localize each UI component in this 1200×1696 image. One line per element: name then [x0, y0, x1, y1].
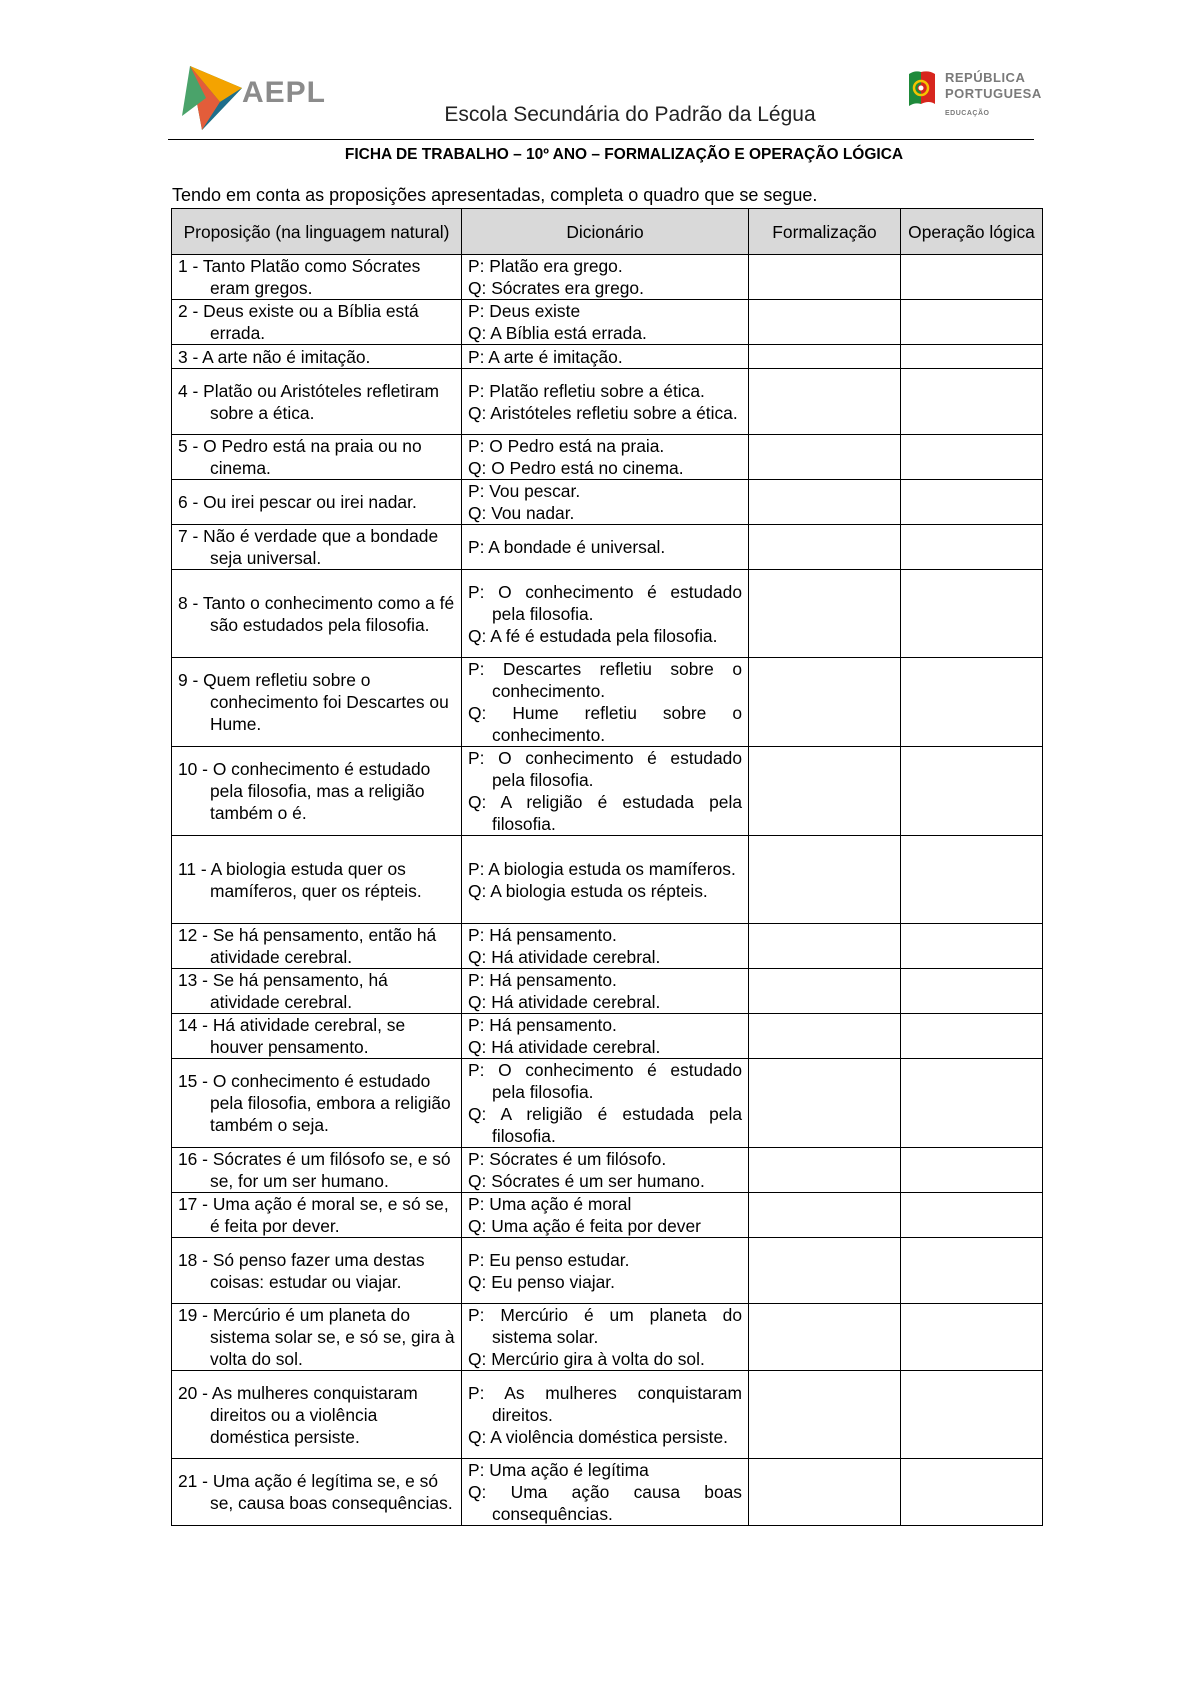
operacao-logica-cell[interactable] — [901, 924, 1043, 969]
table-row — [172, 1059, 1043, 1148]
proposition-cell — [172, 300, 462, 345]
instruction-text: Tendo em conta as proposições apresentadas, completa o quadro que se segue. — [172, 185, 818, 205]
proposition-cell — [172, 1193, 462, 1238]
operacao-logica-cell[interactable] — [901, 300, 1043, 345]
proposition-label: Se há pensamento, há atividade cerebral. — [210, 970, 388, 1012]
dictionary-cell — [462, 1459, 749, 1526]
proposition-label: Uma ação é legítima se, e só se, causa boas consequências. — [210, 1471, 453, 1513]
dictionary-entry: Q: O Pedro está no cinema. — [468, 458, 684, 478]
proposition-cell — [172, 1238, 462, 1304]
number-separator: - — [196, 858, 211, 879]
proposition-number: 17 — [178, 1194, 198, 1214]
dictionary-cell — [462, 1148, 749, 1193]
number-separator: - — [187, 492, 204, 512]
proposition-number: 12 — [178, 925, 198, 945]
proposition-text — [178, 758, 455, 824]
formalizacao-cell[interactable] — [749, 345, 901, 369]
table-row — [172, 1304, 1043, 1371]
proposition-number: 9 — [178, 670, 188, 690]
proposition-text — [178, 669, 455, 735]
number-separator: - — [197, 1071, 213, 1091]
formalizacao-cell[interactable] — [749, 1148, 901, 1193]
dictionary-entry: P: O Pedro está na praia. — [468, 436, 665, 456]
table-row — [172, 369, 1043, 435]
proposition-number: 11 — [178, 858, 197, 879]
formalizacao-cell[interactable] — [749, 969, 901, 1014]
number-separator: - — [187, 526, 204, 546]
number-separator: - — [187, 301, 204, 321]
dictionary-cell — [462, 300, 749, 345]
proposition-text — [178, 525, 455, 569]
proposition-cell — [172, 570, 462, 658]
proposition-number: 1 — [178, 256, 188, 276]
proposition-number: 10 — [178, 759, 198, 779]
school-name: Escola Secundária do Padrão da Légua — [444, 103, 816, 126]
proposition-label: A biologia estuda quer os mamíferos, quer os répteis. — [210, 858, 422, 901]
proposition-number: 20 — [178, 1382, 198, 1403]
proposition-text — [178, 1382, 455, 1448]
proposition-label: Tanto Platão como Sócrates eram gregos. — [202, 256, 421, 298]
dictionary-entry: Q: Aristóteles refletiu sobre a ética. — [468, 402, 738, 423]
proposition-text — [178, 346, 455, 368]
proposition-text — [178, 1193, 455, 1237]
proposition-number: 6 — [178, 492, 188, 512]
proposition-number: 14 — [178, 1015, 198, 1035]
header-dicionario: Dicionário — [462, 209, 749, 255]
table-row — [172, 1238, 1043, 1304]
table-row — [172, 1371, 1043, 1459]
operacao-logica-cell[interactable] — [901, 345, 1043, 369]
dictionary-entry: P: Mercúrio é um planeta do sistema solar. — [468, 1305, 742, 1347]
dictionary-entry: P: Platão era grego. — [468, 256, 623, 276]
header-proposicao: Proposição (na linguagem natural) — [172, 209, 462, 255]
header-formalizacao: Formalização — [749, 209, 901, 255]
proposition-label: O conhecimento é estudado pela filosofia, embora a religião também o seja. — [210, 1071, 451, 1135]
number-separator: - — [197, 970, 213, 990]
proposition-text — [178, 1470, 455, 1514]
table-row — [172, 525, 1043, 570]
proposition-label: Há atividade cerebral, se houver pensamento. — [210, 1015, 406, 1057]
operacao-logica-cell[interactable] — [901, 1193, 1043, 1238]
number-separator: - — [197, 1382, 212, 1403]
proposition-cell — [172, 1371, 462, 1459]
dictionary-entry: P: A bondade é universal. — [468, 537, 666, 557]
dictionary-cell — [462, 345, 749, 369]
operacao-logica-cell[interactable] — [901, 836, 1043, 924]
proposition-number: 16 — [178, 1149, 198, 1169]
formalizacao-cell[interactable] — [749, 1238, 901, 1304]
proposition-label: Platão ou Aristóteles refletiram sobre a ética. — [203, 380, 439, 423]
proposition-number: 3 — [178, 346, 188, 367]
operacao-logica-cell[interactable] — [901, 1459, 1043, 1526]
proposition-label: Se há pensamento, então há atividade cerebral. — [210, 925, 437, 967]
dictionary-entry: P: Há pensamento. — [468, 970, 617, 990]
operacao-logica-cell[interactable] — [901, 969, 1043, 1014]
table-row — [172, 435, 1043, 480]
dictionary-cell — [462, 369, 749, 435]
proposition-text — [178, 924, 455, 968]
dictionary-entry: Q: Uma ação causa boas consequências. — [468, 1482, 742, 1524]
number-separator: - — [187, 346, 203, 367]
table-row — [172, 480, 1043, 525]
proposition-text — [178, 1148, 455, 1192]
table-header-row — [172, 209, 1043, 255]
proposition-text — [178, 1304, 455, 1370]
formalizacao-cell[interactable] — [749, 1059, 901, 1148]
proposition-text — [178, 1249, 455, 1293]
dictionary-entry: Q: A biologia estuda os répteis. — [468, 880, 708, 901]
dictionary-entry: P: Uma ação é legítima — [468, 1460, 649, 1480]
dictionary-entry: P: Descartes refletiu sobre o conhecimento. — [468, 659, 742, 701]
proposition-cell — [172, 369, 462, 435]
proposition-number: 15 — [178, 1071, 198, 1091]
formalizacao-cell[interactable] — [749, 1193, 901, 1238]
dictionary-entry: Q: A fé é estudada pela filosofia. — [468, 625, 718, 646]
operacao-logica-cell[interactable] — [901, 369, 1043, 435]
proposition-number: 21 — [178, 1471, 198, 1491]
proposition-number: 13 — [178, 970, 198, 990]
proposition-cell — [172, 658, 462, 747]
formalizacao-cell[interactable] — [749, 255, 901, 300]
operacao-logica-cell[interactable] — [901, 255, 1043, 300]
table-row — [172, 570, 1043, 658]
dictionary-entry: P: Platão refletiu sobre a ética. — [468, 380, 705, 401]
proposition-text — [178, 300, 455, 344]
proposition-text — [178, 255, 455, 299]
dictionary-entry: Q: Uma ação é feita por dever — [468, 1216, 701, 1236]
dictionary-cell — [462, 1014, 749, 1059]
proposition-number: 18 — [178, 1249, 198, 1270]
number-separator: - — [187, 436, 204, 456]
proposition-cell — [172, 924, 462, 969]
operacao-logica-cell[interactable] — [901, 1059, 1043, 1148]
proposition-cell — [172, 1304, 462, 1371]
proposition-text — [178, 380, 455, 424]
table-row — [172, 747, 1043, 836]
proposition-label: As mulheres conquistaram direitos ou a violência doméstica persiste. — [210, 1382, 418, 1447]
dictionary-entry: Q: Mercúrio gira à volta do sol. — [468, 1349, 705, 1369]
dictionary-cell — [462, 924, 749, 969]
dictionary-entry: Q: A Bíblia está errada. — [468, 323, 647, 343]
operacao-logica-cell[interactable] — [901, 480, 1043, 525]
dictionary-cell — [462, 658, 749, 747]
dictionary-entry: P: As mulheres conquistaram direitos. — [468, 1382, 742, 1425]
dictionary-entry: P: Deus existe — [468, 301, 581, 321]
dictionary-cell — [462, 1304, 749, 1371]
proposition-text — [178, 435, 455, 479]
formalizacao-cell[interactable] — [749, 435, 901, 480]
proposition-cell — [172, 969, 462, 1014]
table-row — [172, 1014, 1043, 1059]
dictionary-entry: P: A biologia estuda os mamíferos. — [468, 858, 736, 879]
header-divider — [168, 139, 1034, 140]
proposition-text — [178, 1014, 455, 1058]
aepl-logo-text: AEPL — [242, 76, 327, 109]
proposition-text — [178, 1070, 455, 1136]
proposition-number: 7 — [178, 526, 188, 546]
number-separator: - — [197, 1249, 213, 1270]
proposition-label: Uma ação é moral se, e só se, é feita por dever. — [210, 1194, 449, 1236]
number-separator: - — [197, 1149, 213, 1169]
number-separator: - — [197, 925, 213, 945]
republica-line-2: PORTUGUESA — [945, 86, 1042, 101]
dictionary-entry: P: Eu penso estudar. — [468, 1249, 630, 1270]
number-separator: - — [187, 380, 204, 401]
table-row — [172, 1193, 1043, 1238]
operacao-logica-cell[interactable] — [901, 1148, 1043, 1193]
republica-line-1: REPÚBLICA — [945, 70, 1026, 85]
dictionary-entry: Q: A religião é estudada pela filosofia. — [468, 1104, 742, 1146]
formalizacao-cell[interactable] — [749, 1014, 901, 1059]
table-row — [172, 345, 1043, 369]
formalizacao-cell[interactable] — [749, 300, 901, 345]
formalizacao-cell[interactable] — [749, 747, 901, 836]
table-row — [172, 1459, 1043, 1526]
proposition-label: Quem refletiu sobre o conhecimento foi Descartes ou Hume. — [203, 670, 449, 734]
proposition-cell — [172, 1059, 462, 1148]
number-separator: - — [197, 1471, 213, 1491]
proposition-label: Sócrates é um filósofo se, e só se, for um ser humano. — [210, 1149, 451, 1191]
table-row — [172, 658, 1043, 747]
number-separator: - — [187, 592, 203, 613]
dictionary-entry: P: O conhecimento é estudado pela filosofia. — [468, 748, 742, 790]
dictionary-entry: Q: Hume refletiu sobre o conhecimento. — [468, 703, 742, 745]
operacao-logica-cell[interactable] — [901, 1014, 1043, 1059]
dictionary-cell — [462, 570, 749, 658]
dictionary-cell — [462, 1059, 749, 1148]
dictionary-cell — [462, 255, 749, 300]
dictionary-entry: P: Há pensamento. — [468, 925, 617, 945]
number-separator: - — [197, 1305, 213, 1325]
formalizacao-cell[interactable] — [749, 1304, 901, 1371]
formalizacao-cell[interactable] — [749, 836, 901, 924]
number-separator: - — [197, 1015, 213, 1035]
dictionary-cell — [462, 1371, 749, 1459]
table-row — [172, 1148, 1043, 1193]
dictionary-cell — [462, 747, 749, 836]
header-operacao-logica: Operação lógica — [901, 209, 1043, 255]
number-separator: - — [197, 759, 213, 779]
proposition-label: Ou irei pescar ou irei nadar. — [203, 492, 417, 512]
dictionary-entry: Q: A violência doméstica persiste. — [468, 1426, 729, 1447]
table-row — [172, 969, 1043, 1014]
table-body — [172, 255, 1043, 1526]
proposition-number: 5 — [178, 436, 188, 456]
formalizacao-cell[interactable] — [749, 1371, 901, 1459]
table-row — [172, 924, 1043, 969]
proposition-cell — [172, 480, 462, 525]
table-row — [172, 300, 1043, 345]
operacao-logica-cell[interactable] — [901, 1238, 1043, 1304]
dictionary-entry: Q: Sócrates era grego. — [468, 278, 644, 298]
dictionary-entry: P: O conhecimento é estudado pela filosofia. — [468, 1060, 742, 1102]
table-row — [172, 836, 1043, 924]
formalizacao-cell[interactable] — [749, 658, 901, 747]
proposition-label: Só penso fazer uma destas coisas: estudar ou viajar. — [210, 1249, 425, 1292]
proposition-cell — [172, 1148, 462, 1193]
operacao-logica-cell[interactable] — [901, 435, 1043, 480]
proposition-label: Deus existe ou a Bíblia está errada. — [203, 301, 419, 343]
formalizacao-cell[interactable] — [749, 924, 901, 969]
dictionary-entry: Q: Há atividade cerebral. — [468, 992, 661, 1012]
dictionary-entry: Q: A religião é estudada pela filosofia. — [468, 792, 742, 834]
dictionary-entry: Q: Sócrates é um ser humano. — [468, 1171, 705, 1191]
proposition-number: 4 — [178, 380, 188, 401]
number-separator: - — [197, 1194, 213, 1214]
number-separator: - — [187, 256, 203, 276]
republica-line-3: EDUCAÇÃO — [945, 110, 990, 117]
dictionary-entry: Q: Há atividade cerebral. — [468, 1037, 661, 1057]
proposition-text — [178, 858, 455, 902]
operacao-logica-cell[interactable] — [901, 1304, 1043, 1371]
proposition-text — [178, 592, 455, 636]
formalizacao-cell[interactable] — [749, 1459, 901, 1526]
dictionary-entry: Q: Vou nadar. — [468, 503, 575, 523]
dictionary-entry: P: Sócrates é um filósofo. — [468, 1149, 667, 1169]
operacao-logica-cell[interactable] — [901, 747, 1043, 836]
proposition-number: 8 — [178, 592, 188, 613]
proposition-table — [171, 208, 1043, 1526]
dictionary-cell — [462, 1238, 749, 1304]
proposition-cell — [172, 525, 462, 570]
formalizacao-cell[interactable] — [749, 480, 901, 525]
proposition-cell — [172, 345, 462, 369]
proposition-number: 19 — [178, 1305, 198, 1325]
worksheet-title: FICHA DE TRABALHO – 10º ANO – FORMALIZAÇÃO E OPERAÇÃO LÓGICA — [344, 146, 904, 163]
dictionary-entry: Q: Há atividade cerebral. — [468, 947, 661, 967]
formalizacao-cell[interactable] — [749, 525, 901, 570]
table-row — [172, 255, 1043, 300]
proposition-label: O conhecimento é estudado pela filosofia, mas a religião também o é. — [210, 759, 431, 823]
dictionary-cell — [462, 435, 749, 480]
dictionary-entry: Q: Eu penso viajar. — [468, 1271, 615, 1292]
operacao-logica-cell[interactable] — [901, 658, 1043, 747]
proposition-number: 2 — [178, 301, 188, 321]
dictionary-cell — [462, 525, 749, 570]
proposition-label: Não é verdade que a bondade seja universal. — [203, 526, 439, 568]
dictionary-entry: P: Há pensamento. — [468, 1015, 617, 1035]
operacao-logica-cell[interactable] — [901, 1371, 1043, 1459]
dictionary-cell — [462, 969, 749, 1014]
proposition-label: Tanto o conhecimento como a fé são estudados pela filosofia. — [202, 592, 455, 635]
proposition-text — [178, 491, 455, 513]
operacao-logica-cell[interactable] — [901, 570, 1043, 658]
dictionary-entry: P: Vou pescar. — [468, 481, 581, 501]
proposition-label: O Pedro está na praia ou no cinema. — [203, 436, 422, 478]
dictionary-entry: P: A arte é imitação. — [468, 346, 623, 367]
dictionary-cell — [462, 836, 749, 924]
proposition-label: Mercúrio é um planeta do sistema solar se, e só se, gira à volta do sol. — [210, 1305, 455, 1369]
proposition-cell — [172, 747, 462, 836]
formalizacao-cell[interactable] — [749, 369, 901, 435]
proposition-cell — [172, 435, 462, 480]
portugal-flag-icon — [905, 68, 939, 108]
number-separator: - — [187, 670, 204, 690]
proposition-cell — [172, 255, 462, 300]
dictionary-cell — [462, 1193, 749, 1238]
dictionary-entry: P: Uma ação é moral — [468, 1194, 632, 1214]
proposition-cell — [172, 1014, 462, 1059]
proposition-label: A arte não é imitação. — [202, 346, 371, 367]
formalizacao-cell[interactable] — [749, 570, 901, 658]
dictionary-entry: P: O conhecimento é estudado pela filosofia. — [468, 581, 742, 624]
proposition-text — [178, 969, 455, 1013]
operacao-logica-cell[interactable] — [901, 525, 1043, 570]
dictionary-cell — [462, 480, 749, 525]
proposition-cell — [172, 836, 462, 924]
proposition-cell — [172, 1459, 462, 1526]
